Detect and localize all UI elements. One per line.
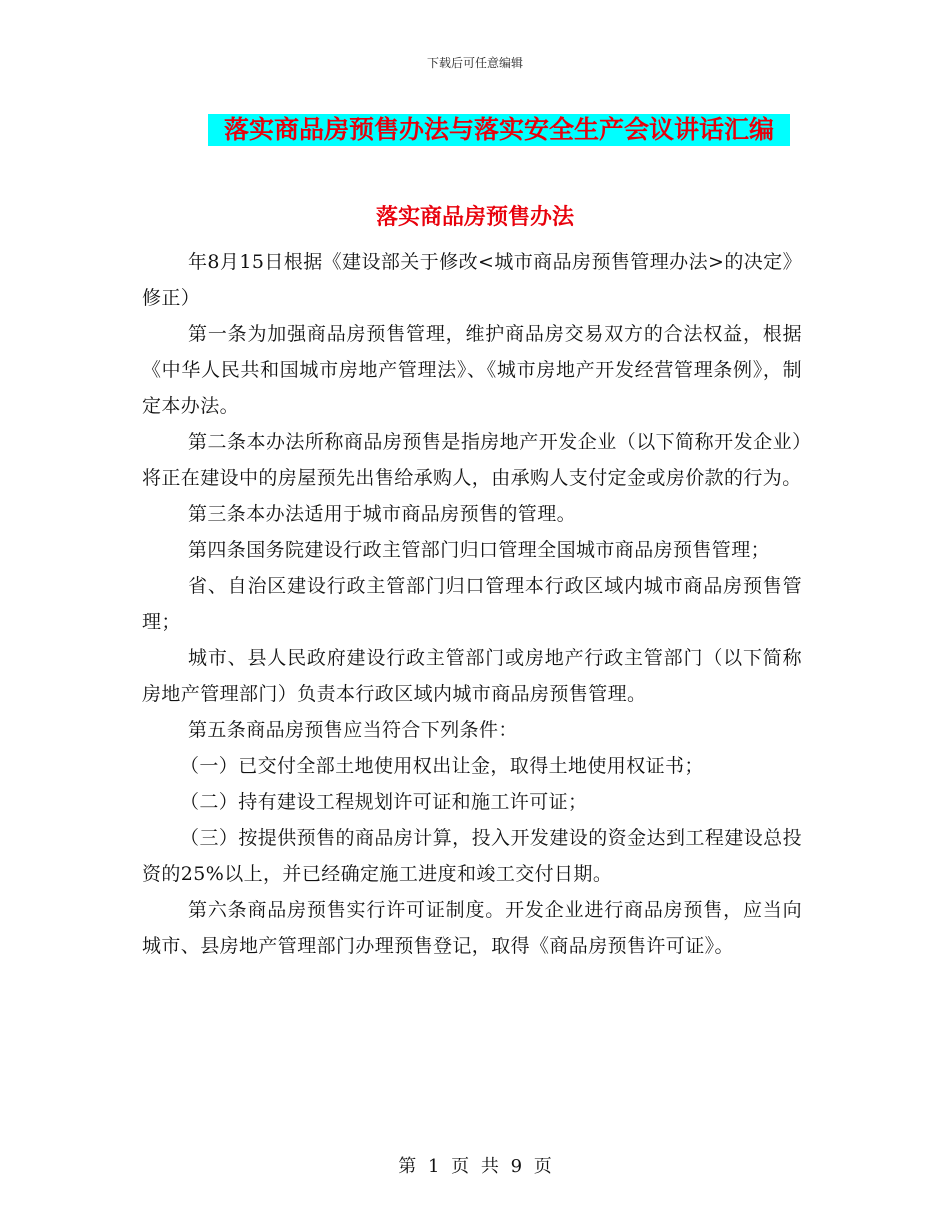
document-title: 落实商品房预售办法与落实安全生产会议讲话汇编 — [223, 115, 774, 144]
paragraph-article-4-province: 省、自治区建设行政主管部门归口管理本行政区域内城市商品房预售管理； — [142, 575, 802, 633]
paragraph-condition-3: （三）按提供预售的商品房计算，投入开发建设的资金达到工程建设总投资的25%以上，并已经确定施工进度和竣工交付日期。 — [142, 827, 802, 885]
paragraph-article-4: 第四条国务院建设行政主管部门归口管理全国城市商品房预售管理； — [188, 539, 771, 561]
document-title-highlight — [208, 114, 790, 146]
document-body — [142, 244, 802, 964]
paragraph-article-1: 第一条为加强商品房预售管理，维护商品房交易双方的合法权益，根据《中华人民共和国城市房地产管理法》、《城市房地产开发经营管理条例》，制定本办法。 — [142, 323, 802, 417]
paragraph-condition-1: （一）已交付全部土地使用权出让金，取得土地使用权证书； — [180, 755, 704, 777]
section-title: 落实商品房预售办法 — [375, 204, 574, 230]
paragraph-amendment-note: 年8月15日根据《建设部关于修改<城市商品房预售管理办法>的决定》修正） — [142, 251, 802, 309]
page-number-footer: 第 1 页 共 9 页 — [398, 1156, 552, 1177]
paragraph-article-6: 第六条商品房预售实行许可证制度。开发企业进行商品房预售，应当向城市、县房地产管理部门办理预售登记，取得《商品房预售许可证》。 — [142, 899, 802, 957]
paragraph-condition-2: （二）持有建设工程规划许可证和施工许可证； — [180, 791, 588, 813]
page-header-note: 下载后可任意编辑 — [426, 56, 523, 70]
paragraph-article-3: 第三条本办法适用于城市商品房预售的管理。 — [188, 503, 577, 525]
paragraph-article-4-city: 城市、县人民政府建设行政主管部门或房地产行政主管部门（以下简称房地产管理部门）负责本行政区域内城市商品房预售管理。 — [142, 647, 802, 705]
paragraph-article-5: 第五条商品房预售应当符合下列条件： — [188, 719, 518, 741]
paragraph-article-2: 第二条本办法所称商品房预售是指房地产开发企业（以下简称开发企业）将正在建设中的房屋预先出售给承购人，由承购人支付定金或房价款的行为。 — [142, 431, 802, 489]
